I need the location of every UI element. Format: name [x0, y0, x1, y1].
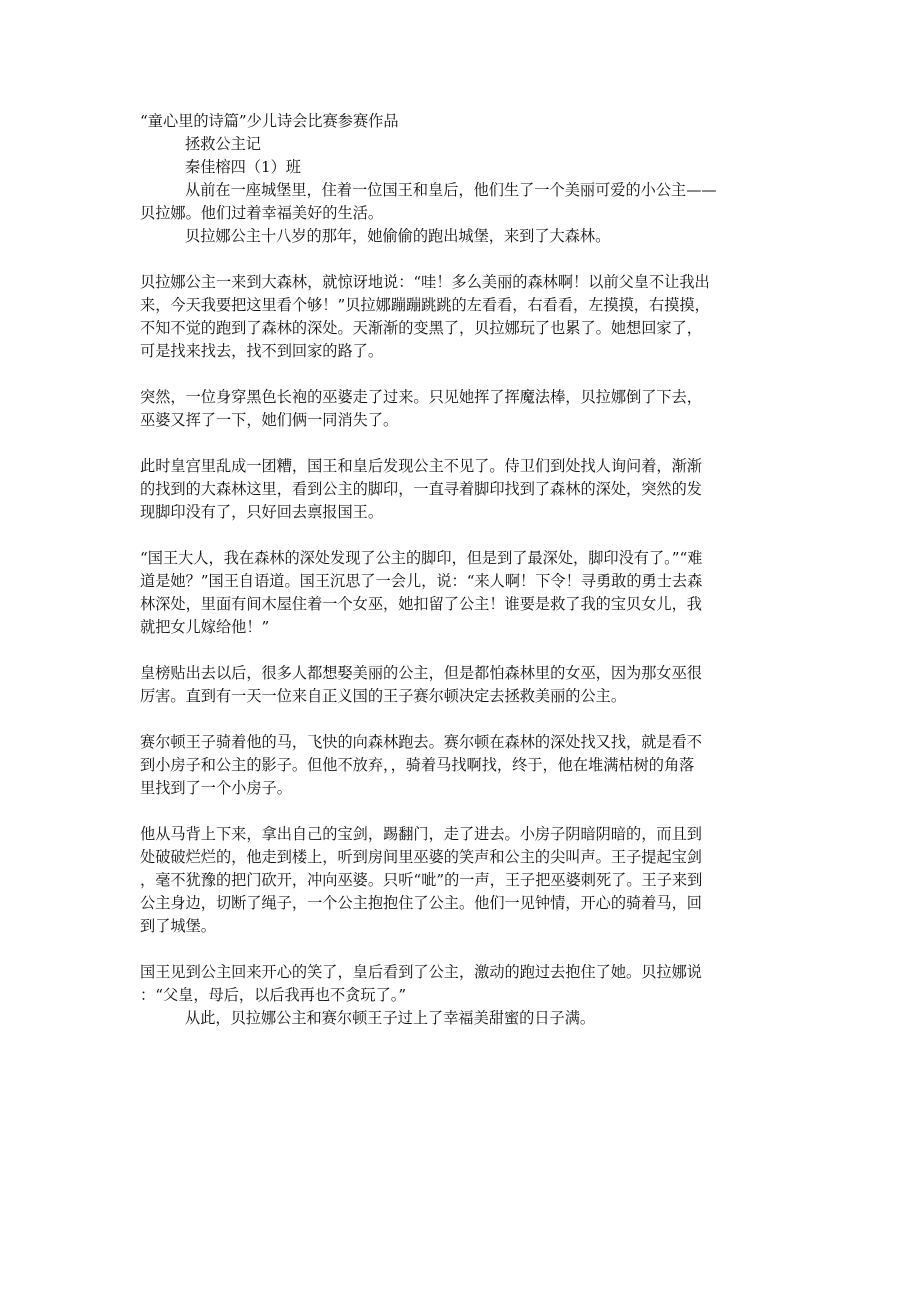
paragraph-line: ，毫不犹豫的把门砍开，冲向巫婆。只听“呲”的一声，王子把巫婆刺死了。王子来到	[140, 871, 703, 889]
paragraph-6	[140, 547, 780, 639]
paragraph-line: 皇榜贴出去以后，很多人都想娶美丽的公主，但是都怕森林里的女巫，因为那女巫很	[140, 664, 702, 682]
paragraph-line: 不知不觉的跑到了森林的深处。天渐渐的变黑了，贝拉娜玩了也累了。她想回家了，	[140, 319, 702, 337]
paragraph-line: 突然，一位身穿黑色长袍的巫婆走了过来。只见她挥了挥魔法棒，贝拉娜倒了下去，	[140, 388, 702, 406]
paragraph-line: 道是她？”国王自语道。国王沉思了一会儿，说：“来人啊！下令！寻勇敢的勇士去森	[140, 572, 703, 590]
paragraph-gap	[140, 708, 780, 731]
paragraph-line: 来，今天我要把这里看个够！”贝拉娜蹦蹦跳跳的左看看，右看看，左摸摸，右摸摸，	[140, 296, 710, 314]
paragraph-5	[140, 455, 780, 524]
paragraph-2	[140, 225, 780, 248]
paragraph-7	[140, 662, 780, 708]
paragraph-line: ：“父皇，母后，以后我再也不贪玩了。”	[140, 986, 407, 1004]
paragraph-8	[140, 731, 780, 800]
paragraph-line: 国王见到公主回来开心的笑了，皇后看到了公主，激动的跑过去抱住了她。贝拉娜说	[140, 963, 702, 981]
paragraph-line: 贝拉娜。他们过着幸福美好的生活。	[140, 204, 383, 222]
paragraph-11	[140, 1007, 780, 1030]
paragraph-line: 到了城堡。	[140, 917, 216, 935]
header-title: “童心里的诗篇”少儿诗会比赛参赛作品	[140, 112, 399, 130]
paragraph-9	[140, 823, 780, 938]
paragraph-line: 可是找来找去，找不到回家的路了。	[140, 342, 383, 360]
paragraph-line: 从此，贝拉娜公主和赛尔顿王子过上了幸福美甜蜜的日子满。	[185, 1009, 596, 1027]
paragraph-line: “国王大人，我在森林的深处发现了公主的脚印，但是到了最深处，脚印没有了。”“难	[140, 549, 703, 567]
paragraph-line: 他从马背上下来，拿出自己的宝剑，踢翻门，走了进去。小房子阴暗阴暗的，而且到	[140, 825, 702, 843]
paragraph-line: 贝拉娜公主一来到大森林，就惊讶地说：“哇！多么美丽的森林啊！以前父皇不让我出	[140, 273, 710, 291]
paragraph-gap	[140, 524, 780, 547]
paragraph-4	[140, 386, 780, 432]
paragraph-line: 此时皇宫里乱成一团糟，国王和皇后发现公主不见了。侍卫们到处找人询问着，渐渐	[140, 457, 702, 475]
paragraph-line: 从前在一座城堡里，住着一位国王和皇后，他们生了一个美丽可爱的小公主——	[185, 181, 717, 199]
document-page	[140, 110, 780, 1030]
paragraph-line: 赛尔顿王子骑着他的马，飞快的向森林跑去。赛尔顿在森林的深处找又找，就是看不	[140, 733, 702, 751]
paragraph-line: 处破破烂烂的，他走到楼上，听到房间里巫婆的笑声和公主的尖叫声。王子提起宝剑	[140, 848, 702, 866]
paragraph-gap	[140, 248, 780, 271]
paragraph-line: 到小房子和公主的影子。但他不放弃，，骑着马找啊找，终于，他在堆满枯树的角落	[140, 756, 695, 774]
paragraph-line: 贝拉娜公主十八岁的那年，她偷偷的跑出城堡，来到了大森林。	[185, 227, 611, 245]
paragraph-gap	[140, 432, 780, 455]
paragraph-gap	[140, 800, 780, 823]
paragraph-1	[140, 179, 780, 225]
story-title: 拯救公主记	[185, 135, 261, 153]
paragraph-line: 林深处，里面有间木屋住着一个女巫，她扣留了公主！谁要是救了我的宝贝女儿，我	[140, 595, 702, 613]
paragraph-line: 现脚印没有了，只好回去禀报国王。	[140, 503, 383, 521]
paragraph-line: 的找到的大森林这里，看到公主的脚印，一直寻着脚印找到了森林的深处，突然的发	[140, 480, 702, 498]
paragraph-3	[140, 271, 780, 363]
paragraph-line: 公主身边，切断了绳子，一个公主抱抱住了公主。他们一见钟情，开心的骑着马，回	[140, 894, 702, 912]
paragraph-line: 就把女儿嫁给他！”	[140, 618, 270, 636]
author-line: 秦佳榕四（1）班	[185, 158, 301, 176]
paragraph-line: 巫婆又挥了一下，她们俩一同消失了。	[140, 411, 399, 429]
paragraph-gap	[140, 938, 780, 961]
paragraph-10	[140, 961, 780, 1007]
paragraph-gap	[140, 363, 780, 386]
paragraph-line: 厉害。直到有一天一位来自正义国的王子赛尔顿决定去拯救美丽的公主。	[140, 687, 626, 705]
paragraph-gap	[140, 639, 780, 662]
paragraph-line: 里找到了一个小房子。	[140, 779, 292, 797]
